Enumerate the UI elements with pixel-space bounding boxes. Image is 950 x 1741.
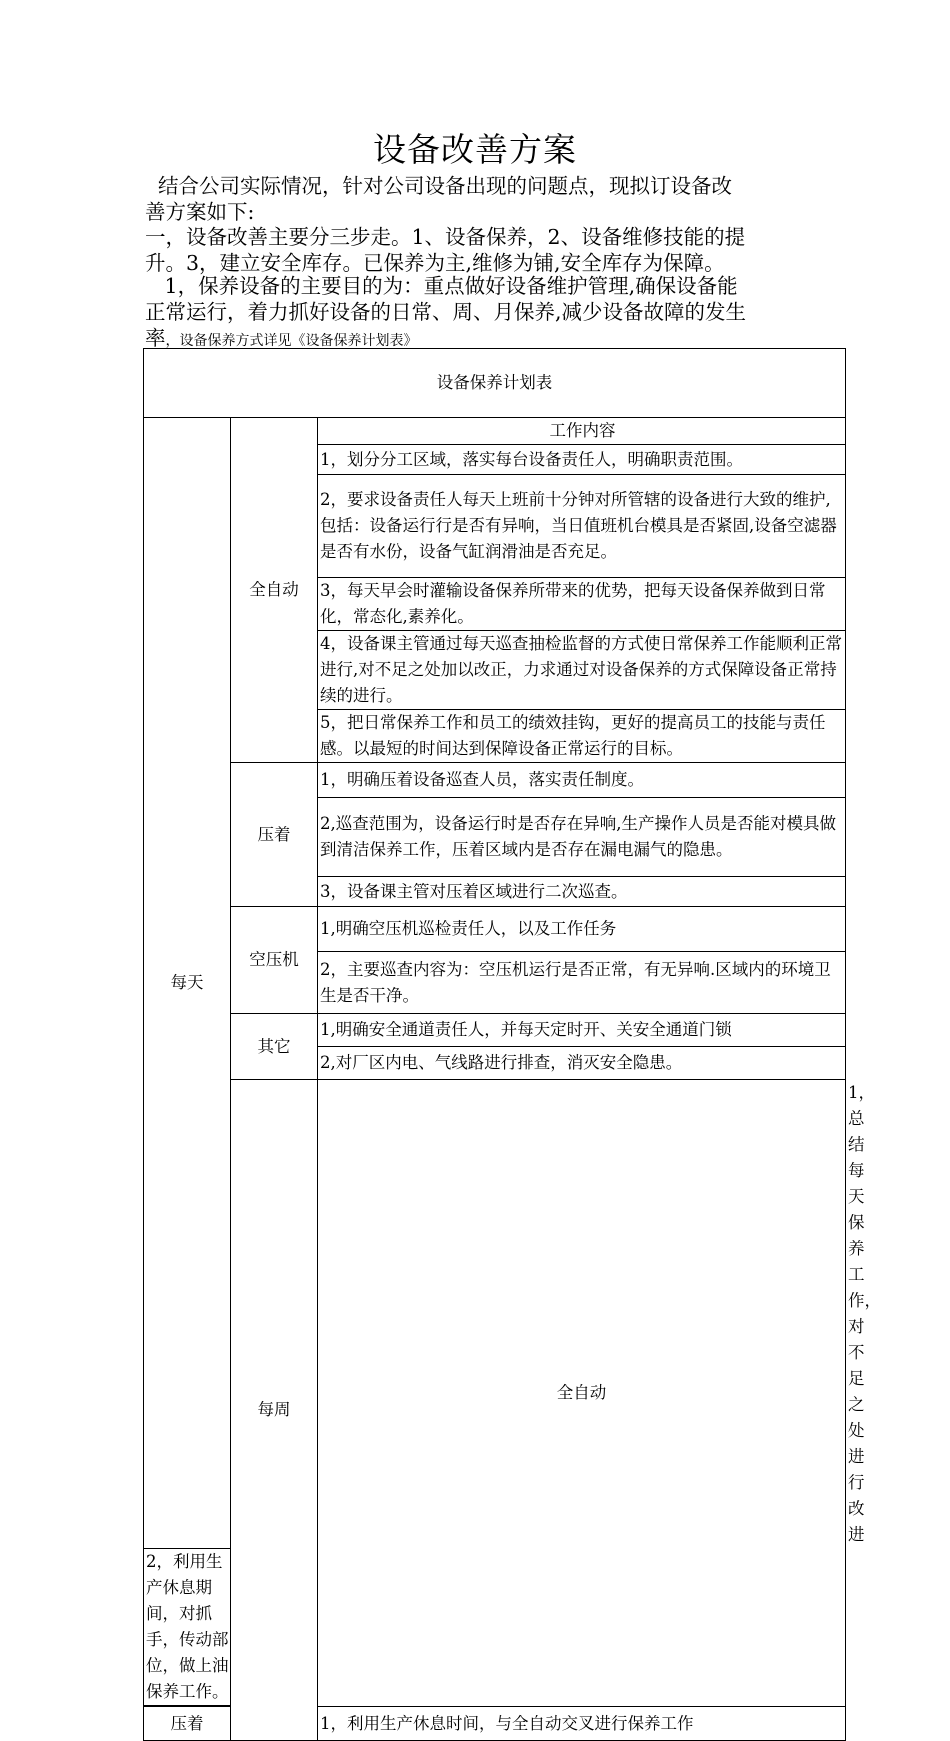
period-daily: 每天 bbox=[144, 418, 231, 1549]
table-cell-daily-auto-5: 5，把日常保养工作和员工的绩效挂钩，更好的提高员工的技能与责任感。以最短的时间达到保障设备正常运行的目标。 bbox=[318, 710, 846, 763]
category-daily-compressor: 空压机 bbox=[231, 907, 318, 1014]
table-cell-daily-compressor-2: 2，主要巡查内容为：空压机运行是否正常，有无异响.区域内的环境卫生是否干净。 bbox=[318, 952, 846, 1014]
intro-line-2: 善方案如下: bbox=[145, 200, 255, 224]
work-content-header: 工作内容 bbox=[318, 418, 846, 445]
table-cell-daily-press-3: 3，设备课主管对压着区域进行二次巡查。 bbox=[318, 877, 846, 907]
table-cell-daily-auto-4: 4，设备课主管通过每天巡查抽检监督的方式使日常保养工作能顺利正常进行,对不足之处加以改正，力求通过对设备保养的方式保障设备正常持续的进行。 bbox=[318, 631, 846, 710]
category-daily-auto: 全自动 bbox=[231, 418, 318, 763]
table-cell-daily-press-2: 2,巡查范围为，设备运行时是否存在异响,生产操作人员是否能对模具做到清洁保养工作，压着区域内是否存在漏电漏气的隐患。 bbox=[318, 798, 846, 877]
table-caption: 设备保养计划表 bbox=[144, 349, 846, 418]
category-daily-press: 压着 bbox=[231, 763, 318, 907]
maintenance-line-1: 1，保养设备的主要目的为：重点做好设备维护管理,确保设备能 bbox=[145, 274, 738, 298]
section-1-paragraph bbox=[145, 224, 805, 276]
section-1-line-2: 升。3，建立安全库存。已保养为主,维修为铺,安全库存为保障。 bbox=[145, 251, 725, 275]
intro-paragraph bbox=[145, 173, 805, 225]
table-cell-daily-other-2: 2,对厂区内电、气线路进行排查，消灭安全隐患。 bbox=[318, 1047, 846, 1080]
category-weekly-auto: 全自动 bbox=[318, 1080, 846, 1707]
maintenance-paragraph bbox=[145, 273, 805, 354]
maintenance-line-3-text: 率 bbox=[145, 326, 166, 350]
maintenance-plan-table: 设备保养计划表 每天 全自动 工作内容 1，划分分工区域，落实每台设备责任人，明确职责范围。 2，要求设备责任人每天上班前十分钟对所管辖的设备进行大致的维护,包括：设备运行行是否有异响，当日值班机台模具是否紧固,设备空滤器是否有水份，设备气缸润滑油是否充足。 3，每天早会时灌输设备保养所带来的优势，把每天设备保养做到日常化，常态化,素养化。 4，设备课主管通过每天巡查抽检监督的方式使日常保养工作能顺利正常进行,对不足之处加以改正，力求通过对设备保养的方式保障设备正常持续的进行。 5，把日常保养工作和员工的绩效挂钩，更好的提高员工的技能与责任感。以最短的时间达到保障设备正常运行的目标。 压着 1，明确压着设备巡查人员，落实责任制度。 2,巡查范围为，设备运行时是否存在异响,生产操作人员是否能对模具做到清洁保养工作，压着区域内是否存在漏电漏气的隐患。 3，设备课主管对压着区域进行二次巡查。 空压机 1,明确空压机巡检责任人，以及工作任务 2，主要巡查内容为：空压机运行是否正常，有无异响.区域内的环境卫生是否干净。 其它 1,明确安全通道责任人，并每天定时开、关安全通道门锁 2,对厂区内电、气线路进行排查，消灭安全隐患。 每周 全自动 1，总结每天保养工作，对不足之处进行改进 2，利用生产休息期间，对抓手，传动部位，做上油保养工作。 压着 1，利用生产休息时间，与全自动交叉进行保养工作 bbox=[143, 348, 846, 1741]
document-title: 设备改善方案 bbox=[373, 130, 577, 169]
category-daily-other: 其它 bbox=[231, 1014, 318, 1080]
intro-line-1: 结合公司实际情况，针对公司设备出现的问题点，现拟订设备改 bbox=[145, 174, 733, 198]
table-cell-daily-compressor-1: 1,明确空压机巡检责任人，以及工作任务 bbox=[318, 907, 846, 952]
maintenance-line-2: 正常运行，着力抓好设备的日常、周、月保养,减少设备故障的发生 bbox=[145, 300, 747, 324]
table-cell-weekly-press-1: 1，利用生产休息时间，与全自动交叉进行保养工作 bbox=[318, 1707, 846, 1741]
table-cell-daily-auto-1: 1，划分分工区域，落实每台设备责任人，明确职责范围。 bbox=[318, 445, 846, 475]
table-cell-daily-auto-3: 3，每天早会时灌输设备保养所带来的优势，把每天设备保养做到日常化，常态化,素养化。 bbox=[318, 578, 846, 631]
period-weekly: 每周 bbox=[231, 1080, 318, 1741]
category-weekly-press: 压着 bbox=[144, 1707, 231, 1741]
table-cell-weekly-auto-2: 2，利用生产休息期间，对抓手，传动部位，做上油保养工作。 bbox=[144, 1549, 231, 1706]
section-1-line-1: 一，设备改善主要分三步走。1、设备保养，2、设备维修技能的提 bbox=[145, 225, 746, 249]
maintenance-plan-reference: ，设备保养方式详见《设备保养计划表》 bbox=[165, 333, 418, 349]
table-cell-daily-other-1: 1,明确安全通道责任人，并每天定时开、关安全通道门锁 bbox=[318, 1014, 846, 1047]
table-cell-daily-press-1: 1，明确压着设备巡查人员，落实责任制度。 bbox=[318, 763, 846, 798]
table-cell-daily-auto-2: 2，要求设备责任人每天上班前十分钟对所管辖的设备进行大致的维护,包括：设备运行行是否有异响，当日值班机台模具是否紧固,设备空滤器是否有水份，设备气缸润滑油是否充足。 bbox=[318, 475, 846, 578]
